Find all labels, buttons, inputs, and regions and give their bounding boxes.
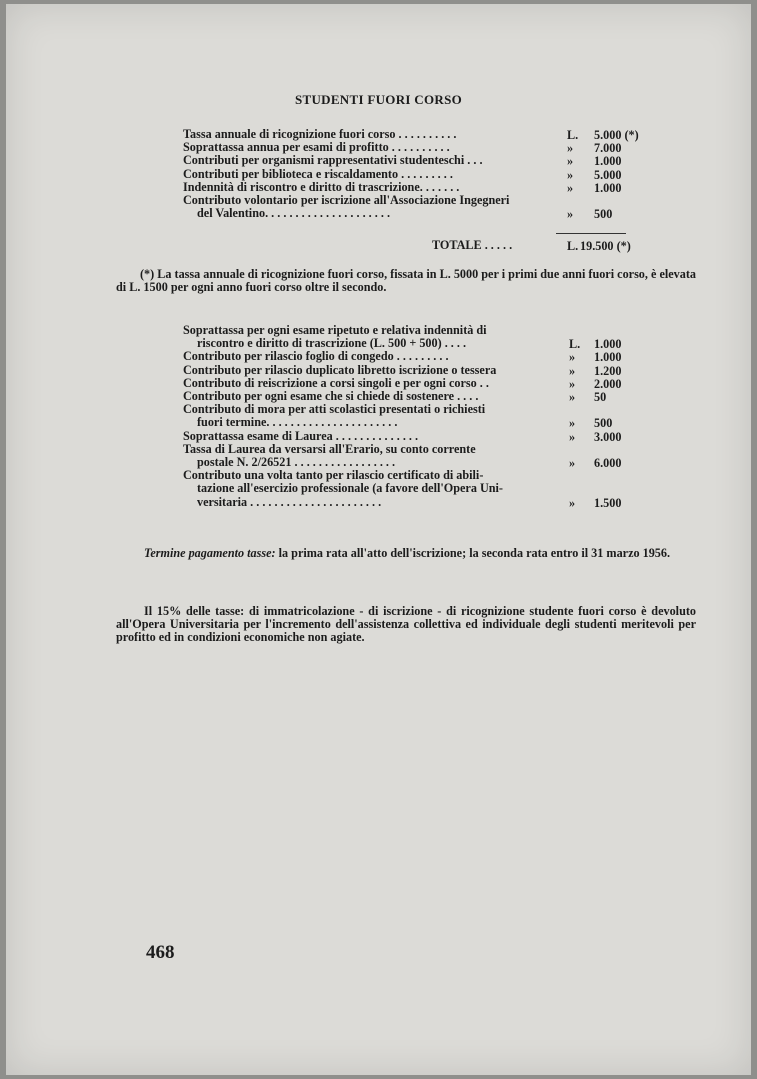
- fee-label: Contributo una volta tanto per rilascio certificato di abili-: [183, 469, 484, 483]
- fee-amount: 7.000: [594, 141, 622, 156]
- fee-label: fuori termine. . . . . . . . . . . . . . . . . . . . . .: [197, 416, 398, 430]
- fee-amount: 1.000: [594, 180, 622, 195]
- fee-amount: 5.000: [594, 167, 622, 182]
- fee-label: Contributo per rilascio foglio di congedo . . . . . . . . .: [183, 350, 449, 364]
- total-currency: L.: [567, 239, 579, 253]
- fee-label: Contributi per biblioteca e riscaldamento . . . . . . . . .: [183, 167, 453, 181]
- fee-amount: 5.000 (*): [594, 128, 639, 142]
- fee-label: Contributo di mora per atti scolastici presentati o richiesti: [183, 403, 486, 417]
- fee-label: Soprattassa esame di Laurea . . . . . . . . . . . . . .: [183, 429, 419, 443]
- fee-currency: L.: [567, 128, 579, 142]
- fee-currency: »: [569, 363, 576, 378]
- fee-currency: »: [567, 180, 574, 195]
- payment-terms-text: la prima rata all'atto dell'iscrizione; la seconda rata entro il 31 marzo 1956.: [275, 546, 671, 560]
- fee-label: Soprattassa per ogni esame ripetuto e relativa indennità di: [183, 324, 487, 337]
- total-amount: 19.500 (*): [580, 239, 631, 253]
- section-title: STUDENTI FUORI CORSO: [294, 92, 463, 107]
- fee-currency: »: [567, 154, 574, 169]
- fee-currency: »: [567, 167, 574, 182]
- fee-amount: 3.000: [594, 429, 622, 444]
- fee-amount: 500: [594, 207, 613, 222]
- footnote: (*) La tassa annuale di ricognizione fuori corso, fissata in L. 5000 per i primi due anni fuori corso, è elevata di L. 1500 per ogni anno fuori corso oltre il secondo.: [116, 267, 696, 295]
- fee-label: Contributo di reiscrizione a corsi singoli e per ogni corso . .: [183, 376, 489, 390]
- fee-label: postale N. 2/26521 . . . . . . . . . . . . . . . . .: [197, 456, 396, 469]
- fee-currency: »: [569, 416, 576, 431]
- total-rule: [556, 233, 626, 234]
- fee-amount: 50: [594, 390, 607, 404]
- fee-label: Tassa annuale di ricognizione fuori corso . . . . . . . . . .: [183, 128, 457, 141]
- fee-label: Indennità di riscontro e diritto di trascrizione. . . . . . .: [183, 180, 460, 194]
- fee-currency: »: [569, 390, 576, 404]
- fee-amount: 1.000: [594, 154, 622, 169]
- fee-label: Contributo volontario per iscrizione all'Associazione Ingegneri: [183, 194, 510, 207]
- fee-amount: 1.500: [594, 495, 622, 510]
- fee-amount: 500: [594, 416, 613, 431]
- total-label: TOTALE . . . . .: [432, 238, 513, 252]
- fee-currency: »: [567, 207, 574, 222]
- fee-currency: »: [569, 456, 576, 470]
- fee-label: Soprattassa annua per esami di profitto . . . . . . . . . .: [183, 141, 450, 155]
- fee-amount: 1.000: [594, 350, 622, 365]
- payment-terms-label: Termine pagamento tasse:: [144, 546, 276, 560]
- fee-label: del Valentino. . . . . . . . . . . . . . . . . . . . .: [197, 207, 390, 221]
- fee-label: Contributo per rilascio duplicato libretto iscrizione o tessera: [183, 363, 497, 377]
- fee-label: versitaria . . . . . . . . . . . . . . . . . . . . . .: [197, 495, 382, 509]
- fee-label: riscontro e diritto di trascrizione (L. 500 + 500) . . . .: [197, 337, 467, 351]
- fee-amount: 2.000: [594, 376, 622, 391]
- fee-amount: 1.200: [594, 363, 622, 378]
- payment-terms: [116, 547, 696, 560]
- fee-amount: 6.000: [594, 456, 622, 470]
- fee-currency: L.: [569, 337, 581, 352]
- fee-label: tazione all'esercizio professionale (a favore dell'Opera Uni-: [197, 482, 503, 496]
- fee-label: Contributo per ogni esame che si chiede di sostenere . . . .: [183, 390, 479, 403]
- percent-note: Il 15% delle tasse: di immatricolazione - di iscrizione - di ricognizione studente fuori corso è devoluto all'Opera Universitaria per l'incremento dell'assistenza collettiva ed individuale degli studenti meritevoli per profitto ed in condizioni economiche non agiate.: [116, 604, 696, 645]
- fee-label: Tassa di Laurea da versarsi all'Erario, su conto corrente: [183, 442, 476, 456]
- fee-currency: »: [569, 495, 576, 510]
- fee-currency: »: [567, 141, 574, 156]
- fee-currency: »: [569, 376, 576, 391]
- fee-currency: »: [569, 350, 576, 365]
- fee-label: Contributi per organismi rappresentativi studenteschi . . .: [183, 154, 483, 168]
- fee-currency: »: [569, 429, 576, 444]
- page-number: 468: [146, 942, 175, 963]
- fee-amount: 1.000: [594, 337, 622, 352]
